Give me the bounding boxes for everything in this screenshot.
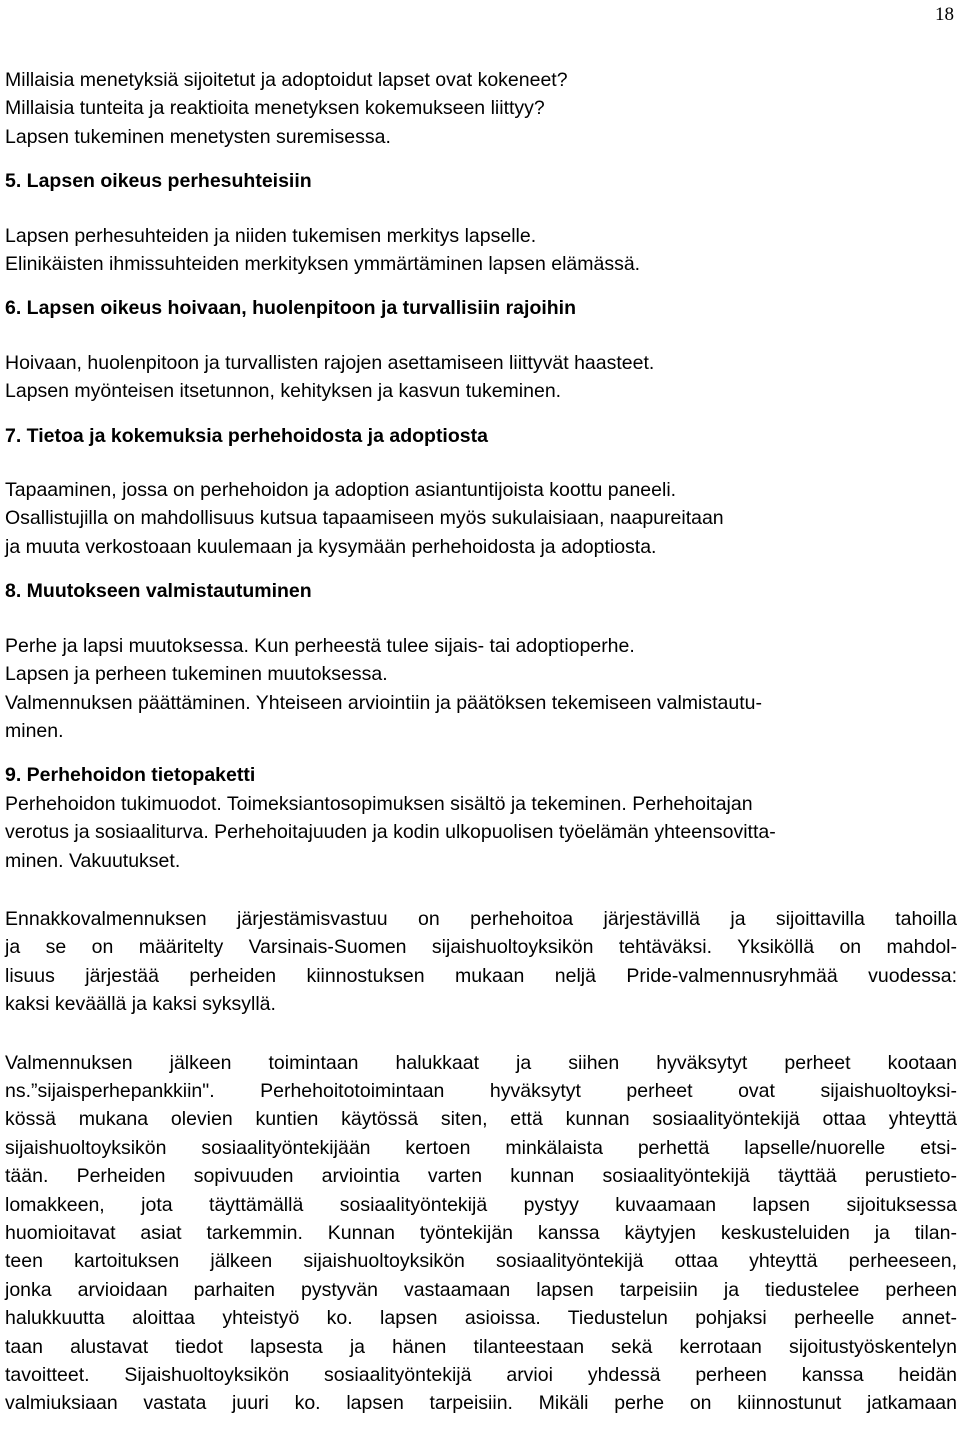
section-heading: 9. Perhehoidon tietopaketti: [5, 764, 256, 787]
section-8: [5, 577, 957, 745]
paragraph-line: kössä mukana olevien kuntien käytössä siten, että kunnan sosiaalityöntekijä ottaa yhteyttä: [5, 1108, 957, 1131]
section-9: [5, 761, 957, 875]
section-line: Lapsen myönteisen itsetunnon, kehityksen ja kasvun tukeminen.: [5, 380, 562, 403]
section-line: Lapsen ja perheen tukeminen muutoksessa.: [5, 663, 388, 686]
section-heading: 8. Muutokseen valmistautuminen: [5, 580, 312, 603]
document-body: [5, 66, 957, 1418]
section-5: [5, 167, 957, 278]
paragraph-line: jonka arvioidaan parhaiten pystyvän vastaamaan lapsen tarpeisiin ja tiedustelee perheen: [5, 1278, 957, 1301]
paragraph-line: halukkuutta aloittaa yhteistyö ko. lapsen asioissa. Tiedustelun pohjaksi perheelle annet-: [5, 1307, 957, 1330]
paragraph-line: ns.”sijaisperhepankkiin". Perhehoitotoimintaan hyväksytyt perheet ovat sijaishuoltoyksi-: [5, 1079, 957, 1102]
paragraph-organization: [5, 905, 957, 1019]
section-heading: 7. Tietoa ja kokemuksia perhehoidosta ja adoptiosta: [5, 424, 488, 447]
intro-block: [5, 66, 957, 151]
intro-line: Millaisia menetyksiä sijoitetut ja adoptoidut lapset ovat kokeneet?: [5, 69, 568, 91]
section-line: Perhe ja lapsi muutoksessa. Kun perheestä tulee sijais- tai adoptioperhe.: [5, 634, 635, 657]
section-line: Valmennuksen päättäminen. Yhteiseen arviointiin ja päätöksen tekemiseen valmistautu-: [5, 691, 762, 714]
paragraph-line: kaksi keväällä ja kaksi syksyllä.: [5, 993, 276, 1016]
paragraph-family-bank: [5, 1049, 957, 1418]
paragraph-line: valmiuksiaan vastata juuri ko. lapsen tarpeisiin. Mikäli perhe on kiinnostunut jatkamaan: [5, 1392, 957, 1415]
section-line: verotus ja sosiaaliturva. Perhehoitajuuden ja kodin ulkopuolisen työelämän yhteensovitta-: [5, 821, 776, 844]
intro-line: Lapsen tukeminen menetysten suremisessa.: [5, 125, 391, 148]
section-7: [5, 422, 957, 562]
section-6: [5, 294, 957, 405]
section-line: ja muuta verkostoaan kuulemaan ja kysymään perhehoidosta ja adoptiosta.: [5, 535, 657, 558]
section-line: Perhehoidon tukimuodot. Toimeksiantosopimuksen sisältö ja tekeminen. Perhehoitajan: [5, 792, 753, 815]
paragraph-line: lomakkeen, jota täyttämällä sosiaalityöntekijä pystyy kuvaamaan lapsen sijoituksessa: [5, 1193, 957, 1216]
section-line: Osallistujilla on mahdollisuus kutsua tapaamiseen myös sukulaisiaan, naapureitaan: [5, 507, 724, 530]
paragraph-line: Valmennuksen jälkeen toimintaan halukkaat ja siihen hyväksytyt perheet kootaan: [5, 1051, 957, 1074]
paragraph-line: huomioitavat asiat tarkemmin. Kunnan työntekijän kanssa käytyjen keskusteluiden ja tilan-: [5, 1222, 957, 1244]
section-heading: 6. Lapsen oikeus hoivaan, huolenpitoon ja turvallisiin rajoihin: [5, 297, 577, 320]
paragraph-line: taan alustavat tiedot lapsesta ja hänen tilanteestaan sekä kerrotaan sijoitustyöskentelyn: [5, 1335, 957, 1358]
page-number: 18: [935, 4, 954, 25]
section-line: minen.: [5, 719, 64, 742]
paragraph-line: lisuus järjestää perheiden kiinnostuksen mukaan neljä Pride-valmennusryhmää vuodessa:: [5, 964, 957, 987]
intro-line: Millaisia tunteita ja reaktioita menetyksen kokemukseen liittyy?: [5, 97, 545, 120]
section-line: Tapaaminen, jossa on perhehoidon ja adoption asiantuntijoista koottu paneeli.: [5, 479, 677, 502]
paragraph-line: teen kartoituksen jälkeen sijaishuoltoyksikön sosiaalityöntekijä ottaa yhteyttä perheeseen,: [5, 1250, 957, 1273]
paragraph-line: tavoitteet. Sijaishuoltoyksikön sosiaalityöntekijä arvioi yhdessä perheen kanssa heidän: [5, 1364, 957, 1387]
paragraph-line: sijaishuoltoyksikön sosiaalityöntekijään kertoen minkälaista perhettä lapselle/nuorelle etsi-: [5, 1136, 957, 1159]
paragraph-line: tään. Perheiden sopivuuden arviointia varten kunnan sosiaalityöntekijä täyttää perustieto-: [5, 1165, 957, 1188]
paragraph-line: Ennakkovalmennuksen järjestämisvastuu on perhehoitoa järjestävillä ja sijoittavilla tahoilla: [5, 907, 957, 930]
section-heading: 5. Lapsen oikeus perhesuhteisiin: [5, 170, 312, 193]
section-line: Lapsen perhesuhteiden ja niiden tukemisen merkitys lapselle.: [5, 224, 537, 247]
section-line: Hoivaan, huolenpitoon ja turvallisten rajojen asettamiseen liittyvät haasteet.: [5, 351, 655, 374]
section-line: Elinikäisten ihmissuhteiden merkityksen ymmärtäminen lapsen elämässä.: [5, 253, 641, 276]
section-line: minen. Vakuutukset.: [5, 849, 181, 872]
paragraph-line: ja se on määritelty Varsinais-Suomen sijaishuoltoyksikön tehtäväksi. Yksiköllä on mahdol-: [5, 936, 957, 959]
